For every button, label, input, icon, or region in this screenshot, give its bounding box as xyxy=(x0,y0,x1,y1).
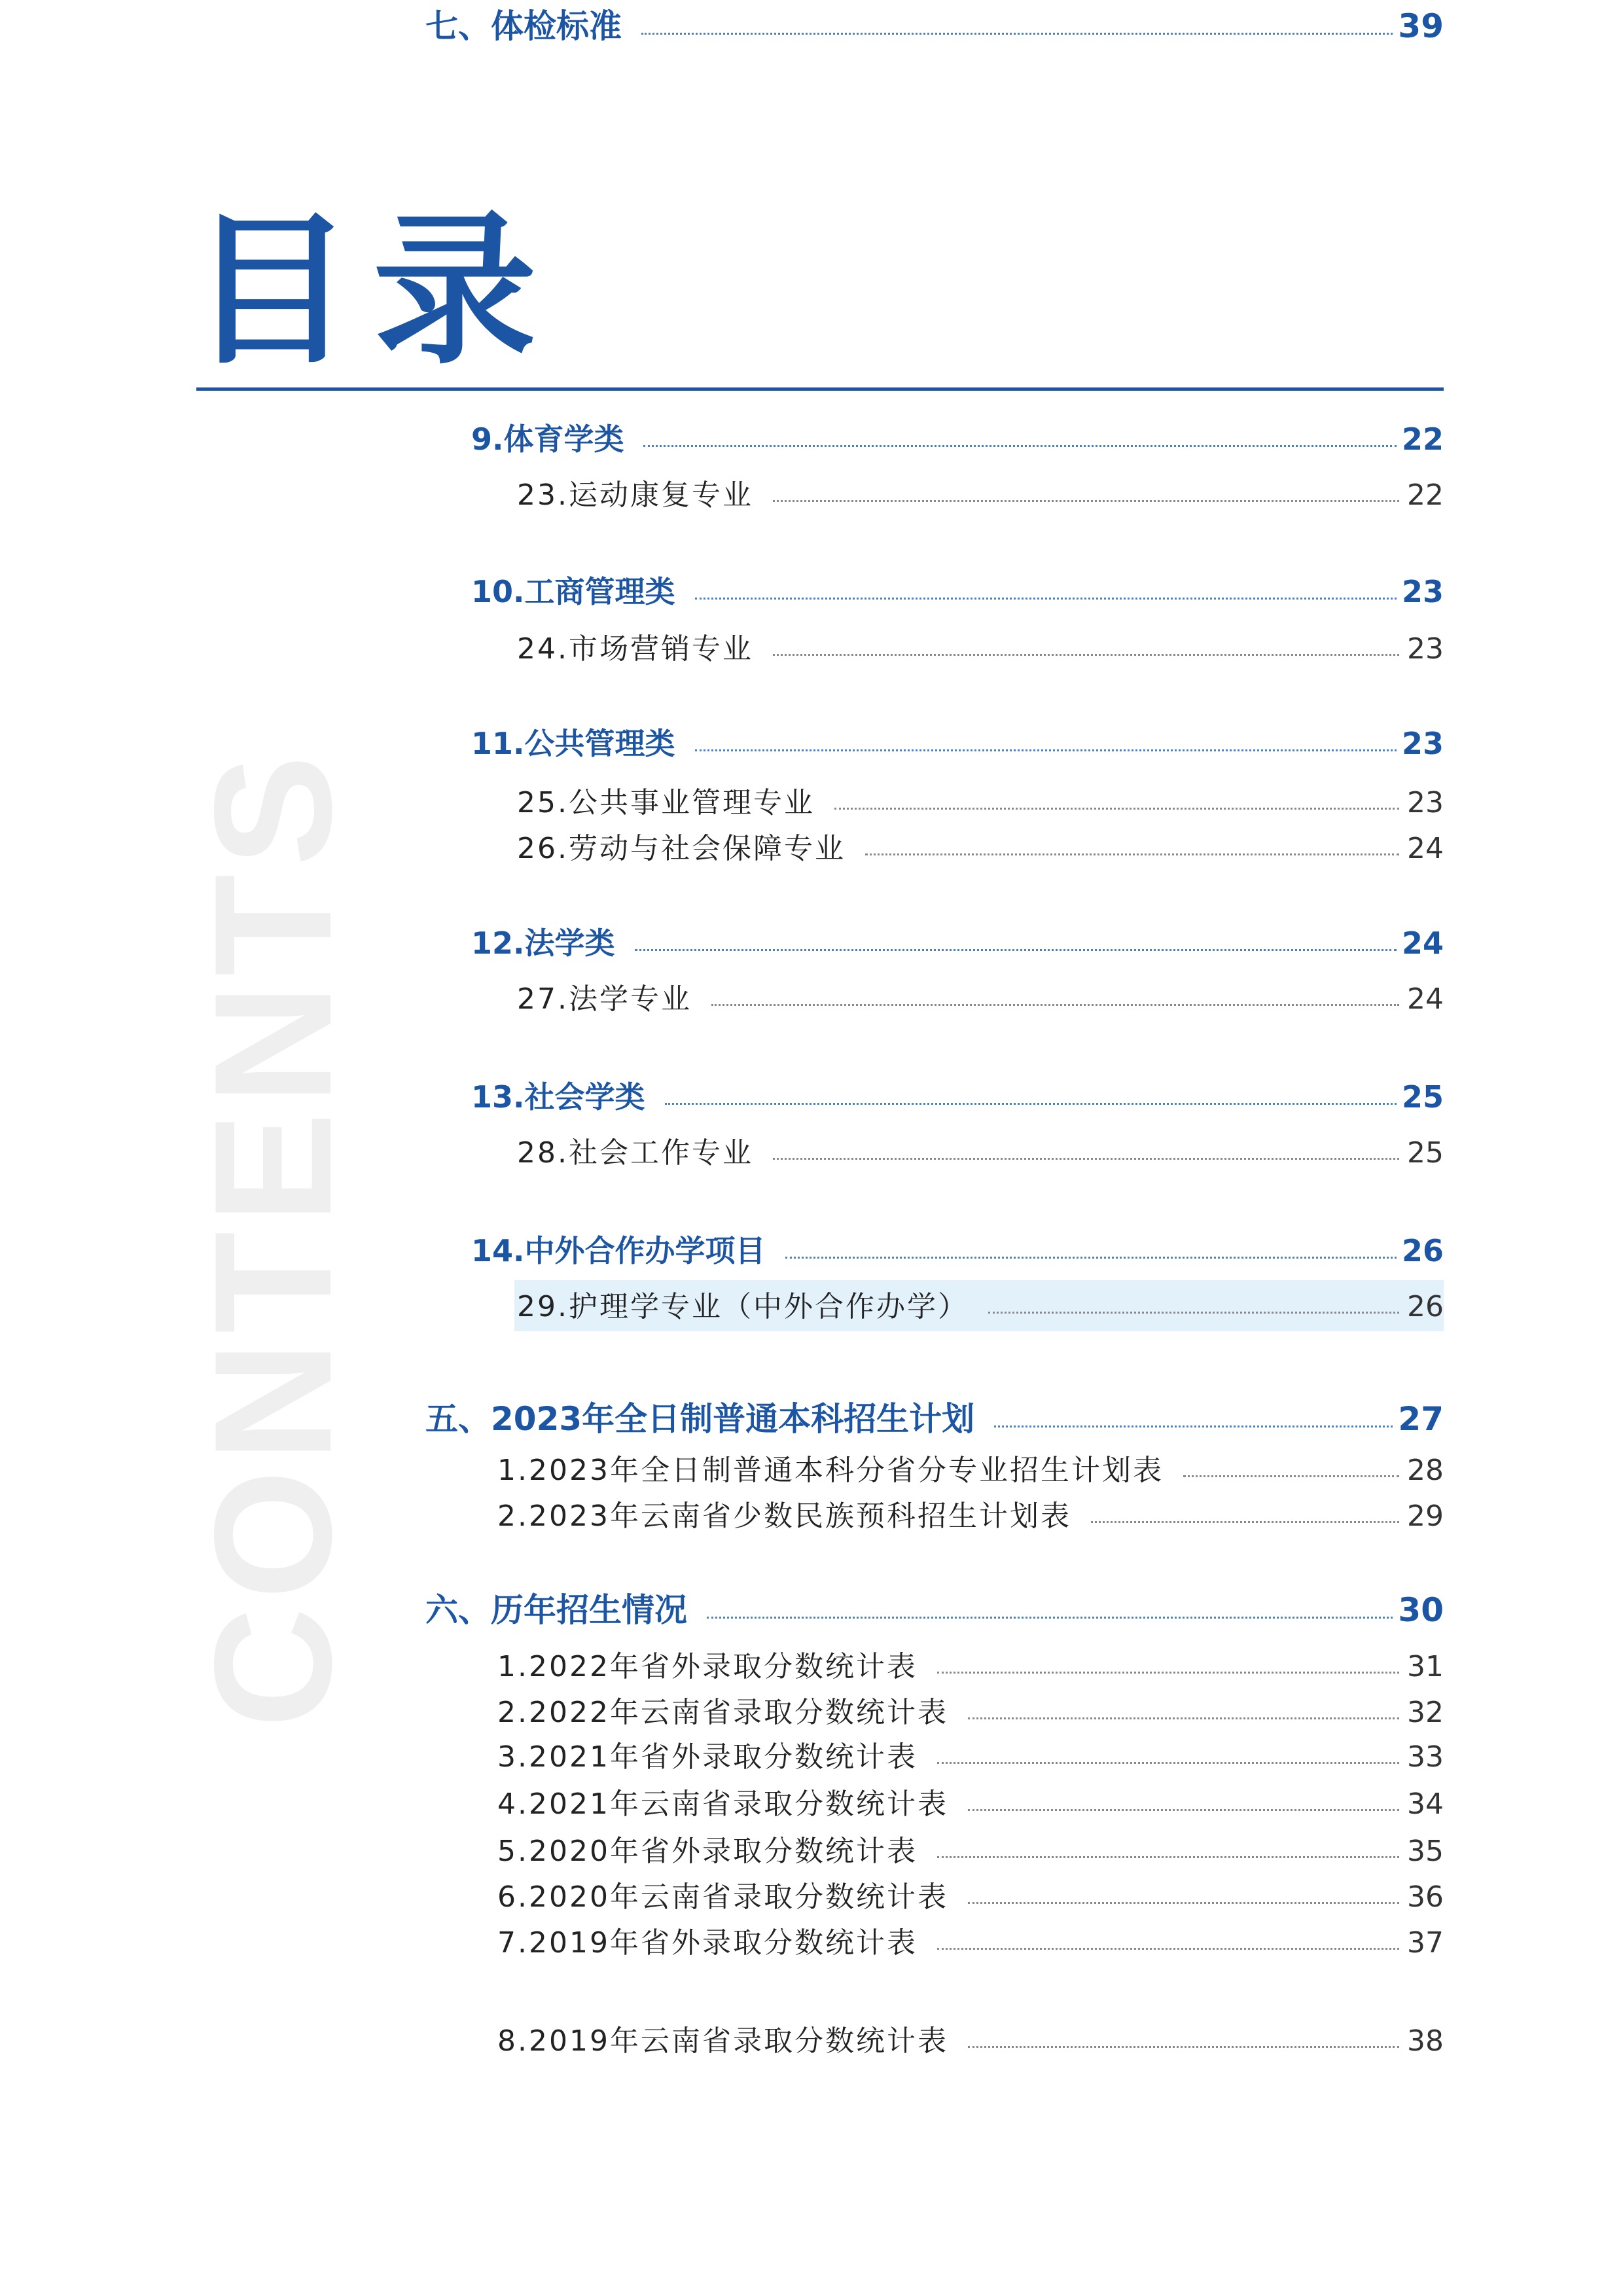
dot-leader xyxy=(643,445,1397,447)
dot-leader xyxy=(968,1902,1399,1904)
toc-entry-page-number: 23 xyxy=(1407,632,1444,666)
toc-entry-page-number: 22 xyxy=(1407,478,1444,512)
toc-entry[interactable] xyxy=(471,720,1444,763)
toc-entry-label: 1.2022年省外录取分数统计表 xyxy=(497,1650,918,1683)
toc-entry-page-number: 22 xyxy=(1401,422,1444,457)
dot-leader xyxy=(635,949,1397,951)
toc-entry-label: 27.法学专业 xyxy=(517,982,692,1016)
dot-leader xyxy=(968,2046,1399,2048)
toc-entry-page-number: 25 xyxy=(1401,1079,1444,1115)
toc-entry[interactable] xyxy=(497,1919,1444,1961)
dot-leader xyxy=(968,1717,1399,1719)
toc-entry-page-number: 24 xyxy=(1401,925,1444,961)
toc-entry-page-number: 23 xyxy=(1401,574,1444,609)
toc-entry-label: 29.护理学专业（中外合作办学） xyxy=(517,1290,969,1323)
toc-entry-page-number: 39 xyxy=(1398,7,1444,45)
dot-leader xyxy=(785,1257,1397,1259)
dot-leader xyxy=(695,749,1397,751)
toc-entry[interactable] xyxy=(517,471,1444,513)
toc-entry-label: 六、历年招生情况 xyxy=(425,1591,687,1629)
toc-entry[interactable] xyxy=(471,1073,1444,1117)
toc-entry[interactable] xyxy=(497,1733,1444,1775)
contents-watermark: CONTENTS xyxy=(180,747,366,1728)
toc-entry-page-number: 25 xyxy=(1407,1136,1444,1170)
toc-entry-label: 8.2019年云南省录取分数统计表 xyxy=(497,2024,948,2058)
toc-entry-page-number: 23 xyxy=(1407,786,1444,819)
toc-entry-label: 26.劳动与社会保障专业 xyxy=(517,832,846,865)
dot-leader xyxy=(834,808,1399,810)
toc-entry-label: 5.2020年省外录取分数统计表 xyxy=(497,1835,918,1868)
toc-entry-label: 4.2021年云南省录取分数统计表 xyxy=(497,1787,948,1821)
toc-entry-page-number: 27 xyxy=(1398,1400,1444,1438)
dot-leader xyxy=(773,1158,1399,1160)
toc-entry-label: 9.体育学类 xyxy=(471,422,624,457)
toc-entry[interactable] xyxy=(517,1129,1444,1171)
toc-entry[interactable] xyxy=(471,416,1444,459)
toc-entry-page-number: 38 xyxy=(1407,2024,1444,2058)
toc-entry-label: 11.公共管理类 xyxy=(471,726,675,761)
toc-entry[interactable] xyxy=(497,2017,1444,2059)
toc-entry-label: 25.公共事业管理专业 xyxy=(517,786,815,819)
dot-leader xyxy=(988,1312,1399,1314)
toc-entry[interactable] xyxy=(471,568,1444,611)
toc-entry-label: 28.社会工作专业 xyxy=(517,1136,753,1170)
toc-entry-label: 七、体检标准 xyxy=(425,7,622,45)
toc-entry[interactable] xyxy=(497,1689,1444,1731)
toc-entry-label: 12.法学类 xyxy=(471,925,615,961)
toc-entry[interactable] xyxy=(497,1873,1444,1915)
toc-entry[interactable] xyxy=(497,1780,1444,1822)
toc-entry-page-number: 31 xyxy=(1407,1650,1444,1683)
dot-leader xyxy=(968,1809,1399,1811)
dot-leader xyxy=(937,1856,1399,1858)
toc-entry[interactable] xyxy=(517,825,1444,867)
toc-entry-page-number: 30 xyxy=(1398,1591,1444,1629)
dot-leader xyxy=(937,1948,1399,1950)
dot-leader xyxy=(773,654,1399,656)
toc-entry-page-number: 37 xyxy=(1407,1926,1444,1960)
toc-entry-page-number: 29 xyxy=(1407,1499,1444,1533)
toc-entry-page-number: 24 xyxy=(1407,832,1444,865)
toc-entry[interactable] xyxy=(497,1446,1444,1488)
toc-entry-page-number: 26 xyxy=(1407,1290,1444,1323)
toc-entry[interactable] xyxy=(497,1643,1444,1685)
toc-entry[interactable] xyxy=(425,1393,1444,1440)
toc-entry-label: 24.市场营销专业 xyxy=(517,632,753,666)
dot-leader xyxy=(937,1672,1399,1674)
toc-entry-label: 3.2021年省外录取分数统计表 xyxy=(497,1740,918,1774)
toc-entry-label: 2.2022年云南省录取分数统计表 xyxy=(497,1696,948,1729)
dot-leader xyxy=(665,1103,1397,1105)
toc-entry-label: 五、2023年全日制普通本科招生计划 xyxy=(425,1400,975,1438)
toc-entry-page-number: 23 xyxy=(1401,726,1444,761)
dot-leader xyxy=(1091,1521,1399,1523)
toc-entry[interactable] xyxy=(497,1827,1444,1869)
toc-entry-page-number: 35 xyxy=(1407,1835,1444,1868)
dot-leader xyxy=(937,1762,1399,1764)
toc-entry-label: 13.社会学类 xyxy=(471,1079,645,1115)
toc-entry-page-number: 33 xyxy=(1407,1740,1444,1774)
dot-leader xyxy=(1183,1475,1399,1477)
dot-leader xyxy=(773,500,1399,502)
toc-entry-label: 1.2023年全日制普通本科分省分专业招生计划表 xyxy=(497,1454,1164,1487)
toc-entry[interactable] xyxy=(517,1283,1444,1325)
toc-entry[interactable] xyxy=(425,1584,1444,1631)
page-title: 目录 xyxy=(190,196,556,386)
toc-entry-page-number: 34 xyxy=(1407,1787,1444,1821)
toc-entry-page-number: 26 xyxy=(1401,1233,1444,1268)
toc-entry[interactable] xyxy=(497,1492,1444,1534)
dot-leader xyxy=(641,33,1393,35)
toc-entry-page-number: 36 xyxy=(1407,1880,1444,1914)
dot-leader xyxy=(711,1004,1399,1006)
dot-leader xyxy=(695,598,1397,600)
toc-entry-page-number: 28 xyxy=(1407,1454,1444,1487)
toc-entry-label: 2.2023年云南省少数民族预科招生计划表 xyxy=(497,1499,1071,1533)
toc-entry-page-number: 32 xyxy=(1407,1696,1444,1729)
dot-leader xyxy=(994,1426,1393,1427)
toc-entry-label: 14.中外合作办学项目 xyxy=(471,1233,766,1268)
toc-entry-label: 7.2019年省外录取分数统计表 xyxy=(497,1926,918,1960)
toc-entry[interactable] xyxy=(517,975,1444,1017)
dot-leader xyxy=(707,1617,1393,1619)
title-divider xyxy=(196,387,1444,391)
dot-leader xyxy=(865,853,1399,855)
toc-entry[interactable] xyxy=(425,0,1444,47)
toc-entry[interactable] xyxy=(471,920,1444,963)
toc-entry[interactable] xyxy=(517,779,1444,821)
toc-entry[interactable] xyxy=(517,625,1444,667)
toc-entry-label: 10.工商管理类 xyxy=(471,574,675,609)
toc-entry-page-number: 24 xyxy=(1407,982,1444,1016)
toc-entry-label: 23.运动康复专业 xyxy=(517,478,753,512)
toc-entry-label: 6.2020年云南省录取分数统计表 xyxy=(497,1880,948,1914)
toc-entry[interactable] xyxy=(471,1227,1444,1270)
